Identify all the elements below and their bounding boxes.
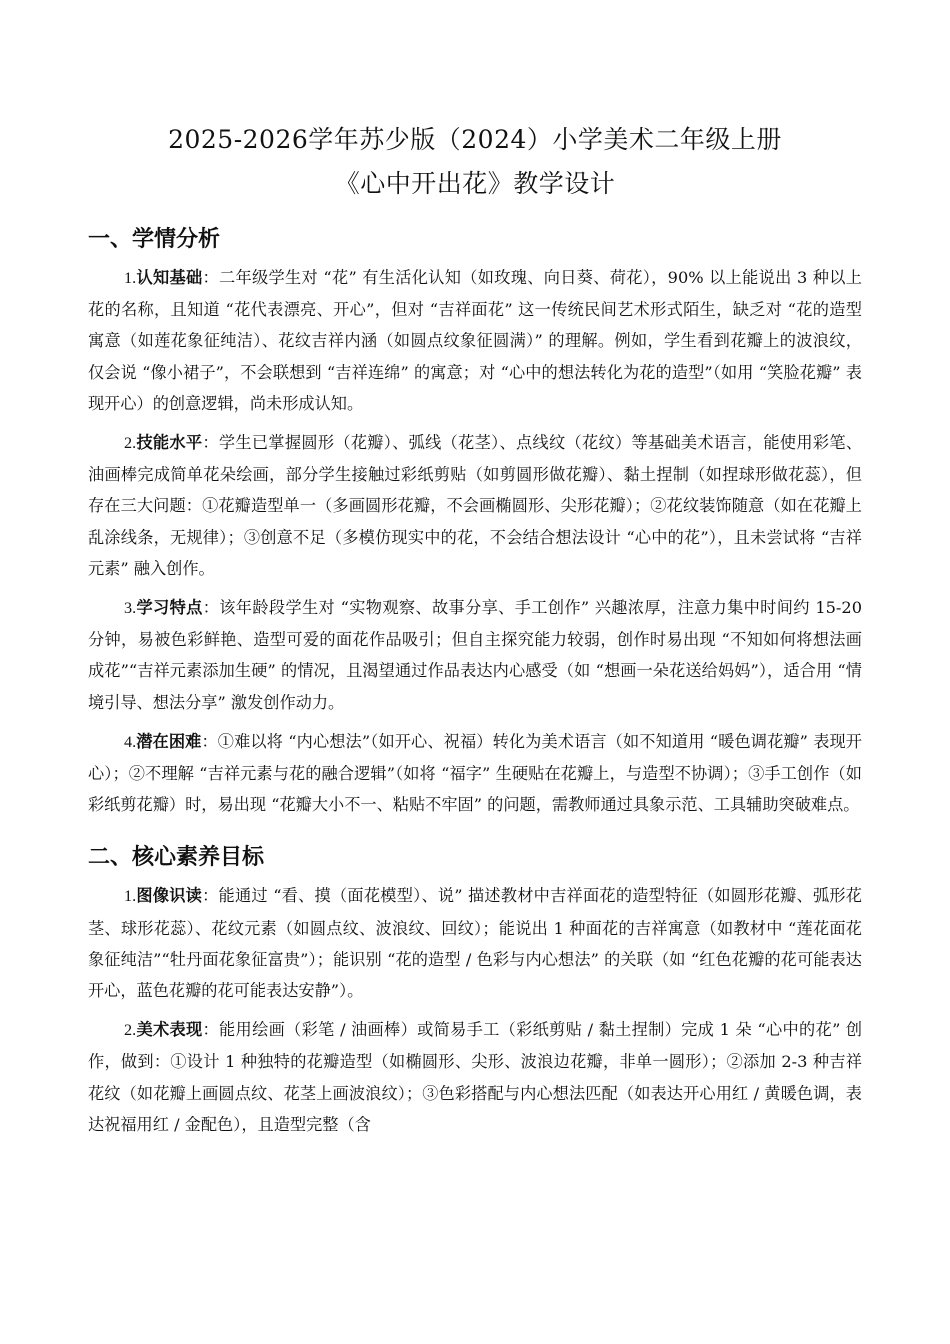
- section-heading-learner-analysis: 一、学情分析: [88, 227, 221, 252]
- paragraph-lead: 认知基础: [136, 268, 203, 287]
- document-page: [88, 118, 862, 1148]
- paragraph-text: ：能用绘画（彩笔 / 油画棒）或简易手工（彩纸剪贴 / 黏土捏制）完成 1 朵 “心中的花” 创作，做到：①设计 1 种独特的花瓣造型（如椭圆形、尖形、波浪边花瓣，非单一圆形）；②添加 2-3 种吉祥花纹（如花瓣上画圆点纹、花茎上画波浪纹）；③色彩搭配与内心想法匹配（如表达开心用红 / 黄暖色调，表达祝福用红 / 金配色），且造型完整（含: [88, 1020, 863, 1134]
- paragraph-text: ：该年龄段学生对 “实物观察、故事分享、手工创作” 兴趣浓厚，注意力集中时间约 15-20 分钟，易被色彩鲜艳、造型可爱的面花作品吸引；但自主探究能力较弱，创作时易出现 “不知如何将想法画成花”“吉祥元素添加生硬” 的情况，且渴望通过作品表达内心感受（如 “想画一朵花送给妈妈”），适合用 “情境引导、想法分享” 激发创作动力。: [88, 598, 863, 712]
- paragraph-lead: 潜在困难: [136, 731, 202, 751]
- paragraph-image-reading: [88, 880, 862, 1006]
- section-heading-core-literacy-goals: 二、核心素养目标: [88, 845, 265, 871]
- paragraph-number: 3.: [124, 599, 137, 618]
- paragraph-learning-traits: [88, 592, 862, 718]
- paragraph-lead: 美术表现: [136, 1020, 203, 1040]
- paragraph-number: 2.: [124, 434, 137, 453]
- paragraph-text: ：能通过 “看、摸（面花模型）、说” 描述教材中吉祥面花的造型特征（如圆形花瓣、弧形花茎、球形花蕊）、花纹元素（如圆点纹、波浪纹、回纹）；能说出 1 种面花的吉祥寓意（如教材中 “莲花面花象征纯洁”“牡丹面花象征富贵”）；能识别 “花的造型 / 色彩与内心想法” 的关联（如 “红色花瓣的花可能表达开心，蓝色花瓣的花可能表达安静”）。: [88, 886, 862, 1001]
- paragraph-lead: 技能水平: [136, 433, 203, 453]
- paragraph-number: 4.: [124, 732, 137, 751]
- paragraph-lead: 学习特点: [136, 598, 203, 618]
- paragraph-number: 1.: [124, 269, 137, 287]
- paragraph-number: 1.: [124, 887, 137, 906]
- paragraph-art-expression: [88, 1014, 862, 1140]
- paragraph-text: ：①难以将 “内心想法”（如开心、祝福）转化为美术语言（如不知道用 “暖色调花瓣” 表现开心）；②不理解 “吉祥元素与花的融合逻辑”（如将 “福字” 生硬贴在花瓣上，与造型不协调）；③手工创作（如彩纸剪花瓣）时，易出现 “花瓣大小不一、粘贴不牢固” 的问题，需教师通过具象示范、工具辅助突破难点。: [88, 731, 862, 815]
- paragraph-potential-difficulties: [88, 726, 862, 821]
- document-title-line1: 2025-2026学年苏少版（2024）小学美术二年级上册: [168, 125, 782, 154]
- paragraph-text: ：二年级学生对 “花” 有生活化认知（如玫瑰、向日葵、荷花），90% 以上能说出 3 种以上花的名称，且知道 “花代表漂亮、开心”，但对 “吉祥面花” 这一传统民间艺术形式陌生，缺乏对 “花的造型寓意（如莲花象征纯洁）、花纹吉祥内涵（如圆点纹象征圆满）” 的理解。例如，学生看到花瓣上的波浪纹，仅会说 “像小裙子”，不会联想到 “吉祥连绵” 的寓意；对 “心中的想法转化为花的造型”（如用 “笑脸花瓣” 表现开心）的创意逻辑，尚未形成认知。: [88, 268, 862, 413]
- paragraph-text: ：学生已掌握圆形（花瓣）、弧线（花茎）、点线纹（花纹）等基础美术语言，能使用彩笔、油画棒完成简单花朵绘画，部分学生接触过彩纸剪贴（如剪圆形做花瓣）、黏土捏制（如捏球形做花蕊），但存在三大问题：①花瓣造型单一（多画圆形花瓣，不会画椭圆形、尖形花瓣）；②花纹装饰随意（如在花瓣上乱涂线条，无规律）；③创意不足（多模仿现实中的花，不会结合想法设计 “心中的花”），且未尝试将 “吉祥元素” 融入创作。: [88, 433, 863, 578]
- paragraph-skill-level: [88, 427, 862, 584]
- paragraph-lead: 图像识读: [136, 886, 203, 906]
- paragraph-cognitive-basis: [88, 262, 862, 419]
- paragraph-number: 2.: [124, 1021, 137, 1040]
- document-title-line2: 《心中开出花》教学设计: [334, 169, 616, 198]
